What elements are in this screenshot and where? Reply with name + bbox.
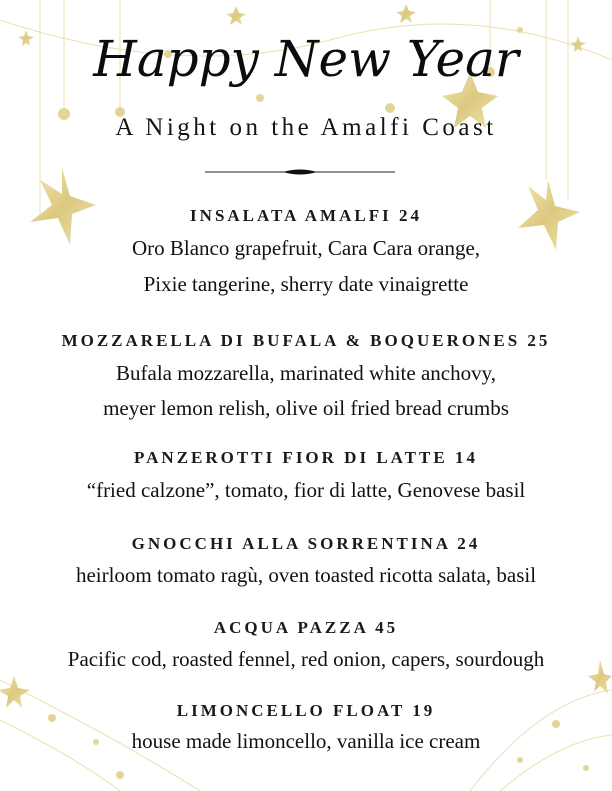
menu-item-description: “fried calzone”, tomato, fior di latte, Genovese basil [86,478,526,502]
menu-item-name: PANZEROTTI FIOR DI LATTE 14 [134,448,478,467]
menu-item-name: MOZZARELLA DI BUFALA & BOQUERONES 25 [61,331,551,350]
menu-item-name: INSALATA AMALFI 24 [190,206,422,225]
ornament-divider [205,164,395,180]
page-title: Happy New Year [93,30,519,88]
menu-item-description: Pixie tangerine, sherry date vinaigrette [143,272,469,296]
menu-item-description: Oro Blanco grapefruit, Cara Cara orange, [131,236,481,260]
menu-item-description: Pacific cod, roasted fennel, red onion, capers, sourdough [67,647,545,671]
menu-item-name: LIMONCELLO FLOAT 19 [176,701,436,720]
menu-item-name: GNOCCHI ALLA SORRENTINA 24 [131,534,481,553]
menu-item-description: Bufala mozzarella, marinated white anchovy, [116,361,496,385]
menu-item-description: meyer lemon relish, olive oil fried bread crumbs [103,396,509,420]
menu-item-name: ACQUA PAZZA 45 [213,618,399,637]
menu-item-description: house made limoncello, vanilla ice cream [131,729,481,753]
menu-item-description: heirloom tomato ragù, oven toasted ricotta salata, basil [75,563,537,587]
page-subtitle: A Night on the Amalfi Coast [115,114,497,141]
